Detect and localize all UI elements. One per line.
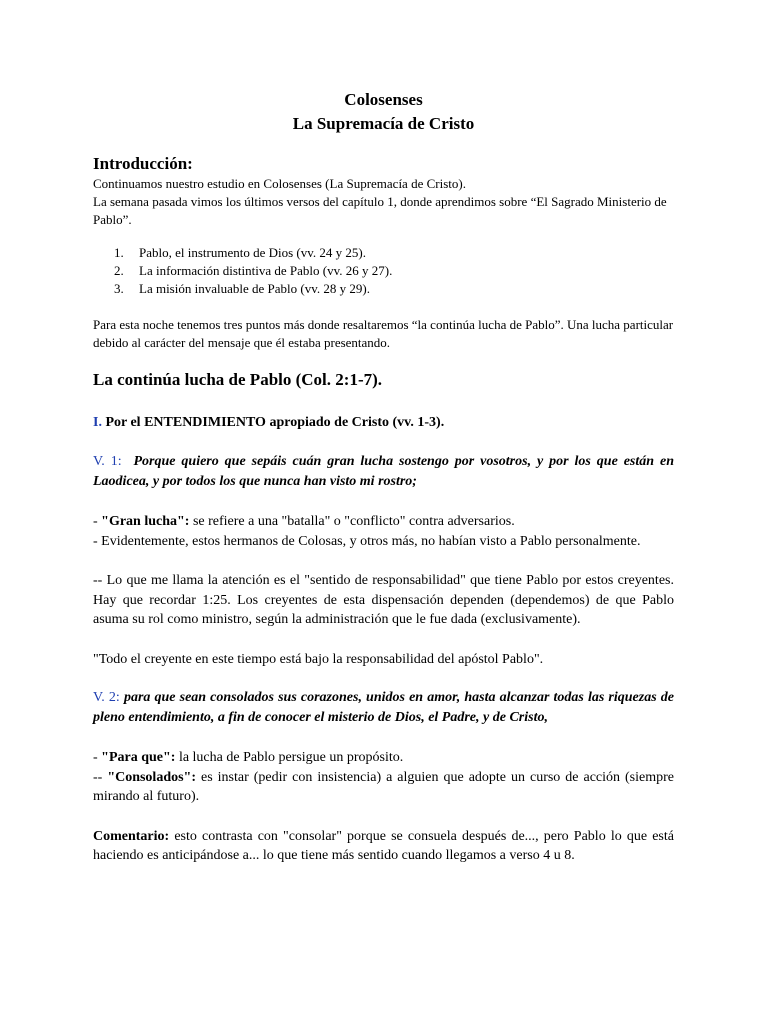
responsabilidad-note: -- Lo que me llama la atención es el "sentido de responsabilidad" que tiene Pablo por estos creyentes. Hay que recordar 1:25. Los creyentes de esta dispensación dependen (dependemos) de que Pablo asuma su rol como ministro, según la administración que le fue dada (exclusivamente). <box>93 573 674 627</box>
document-title <box>93 88 674 136</box>
verse-1 <box>93 452 674 492</box>
title-line-2: La Supremacía de Cristo <box>292 114 475 133</box>
point-numeral: I. <box>93 415 102 430</box>
document-page <box>93 88 674 866</box>
summary-list <box>93 244 674 298</box>
title-line-1: Colosenses <box>344 90 423 109</box>
para-que-note: - "Para que": la lucha de Pablo persigue un propósito. <box>93 750 404 765</box>
intro-line-1: Continuamos nuestro estudio en Colosenses (La Supremacía de Cristo). <box>93 176 466 191</box>
gran-lucha-note: - "Gran lucha": se refiere a una "batalla" o "conflicto" contra adversarios. <box>93 514 515 529</box>
intro-closing: Para esta noche tenemos tres puntos más donde resaltaremos “la continúa lucha de Pablo”. Una lucha particular debido al carácter del mensaje que él estaba presentando. <box>93 317 674 350</box>
verse-1-text: Porque quiero que sepáis cuán gran lucha sostengo por vosotros, y por los que están en Laodicea, y por todos los que nunca han visto mi rostro; <box>93 454 674 489</box>
point-text: Por el ENTENDIMIENTO apropiado de Cristo (vv. 1-3). <box>101 415 445 430</box>
verse-2-text: para que sean consolados sus corazones, unidos en amor, hasta alcanzar todas las riquezas de pleno entendimiento, a fin de conocer el misterio de Dios, el Padre, y de Cristo, <box>93 690 674 725</box>
section-heading: La continúa lucha de Pablo (Col. 2:1-7). <box>93 370 383 389</box>
intro-line-2: La semana pasada vimos los últimos versos del capítulo 1, donde aprendimos sobre “El Sagrado Ministerio de Pablo”. <box>93 194 667 227</box>
evidente-note: - Evidentemente, estos hermanos de Colosas, y otros más, no habían visto a Pablo personalmente. <box>93 533 641 549</box>
consolados-note: -- "Consolados": es instar (pedir con insistencia) a alguien que adopte un curso de acción (siempre mirando al futuro). <box>93 769 674 804</box>
verse-1-ref: V. 1: <box>93 454 122 469</box>
list-item: 2. La información distintiva de Pablo (vv. 26 y 27). <box>114 263 393 278</box>
verse-2 <box>93 688 674 728</box>
verse-2-ref: V. 2: <box>93 690 120 705</box>
intro-heading: Introducción: <box>93 154 193 173</box>
list-item: 3. La misión invaluable de Pablo (vv. 28 y 29). <box>114 281 370 296</box>
point-heading <box>93 413 674 433</box>
quote: "Todo el creyente en este tiempo está bajo la responsabilidad del apóstol Pablo". <box>93 651 544 667</box>
list-item: 1. Pablo, el instrumento de Dios (vv. 24 y 25). <box>114 245 366 260</box>
comentario-note: Comentario: esto contrasta con "consolar" porque se consuela después de..., pero Pablo lo que está haciendo es anticipándose a... lo que tiene más sentido cuando llegamos a verso 4 u 8. <box>93 828 674 863</box>
